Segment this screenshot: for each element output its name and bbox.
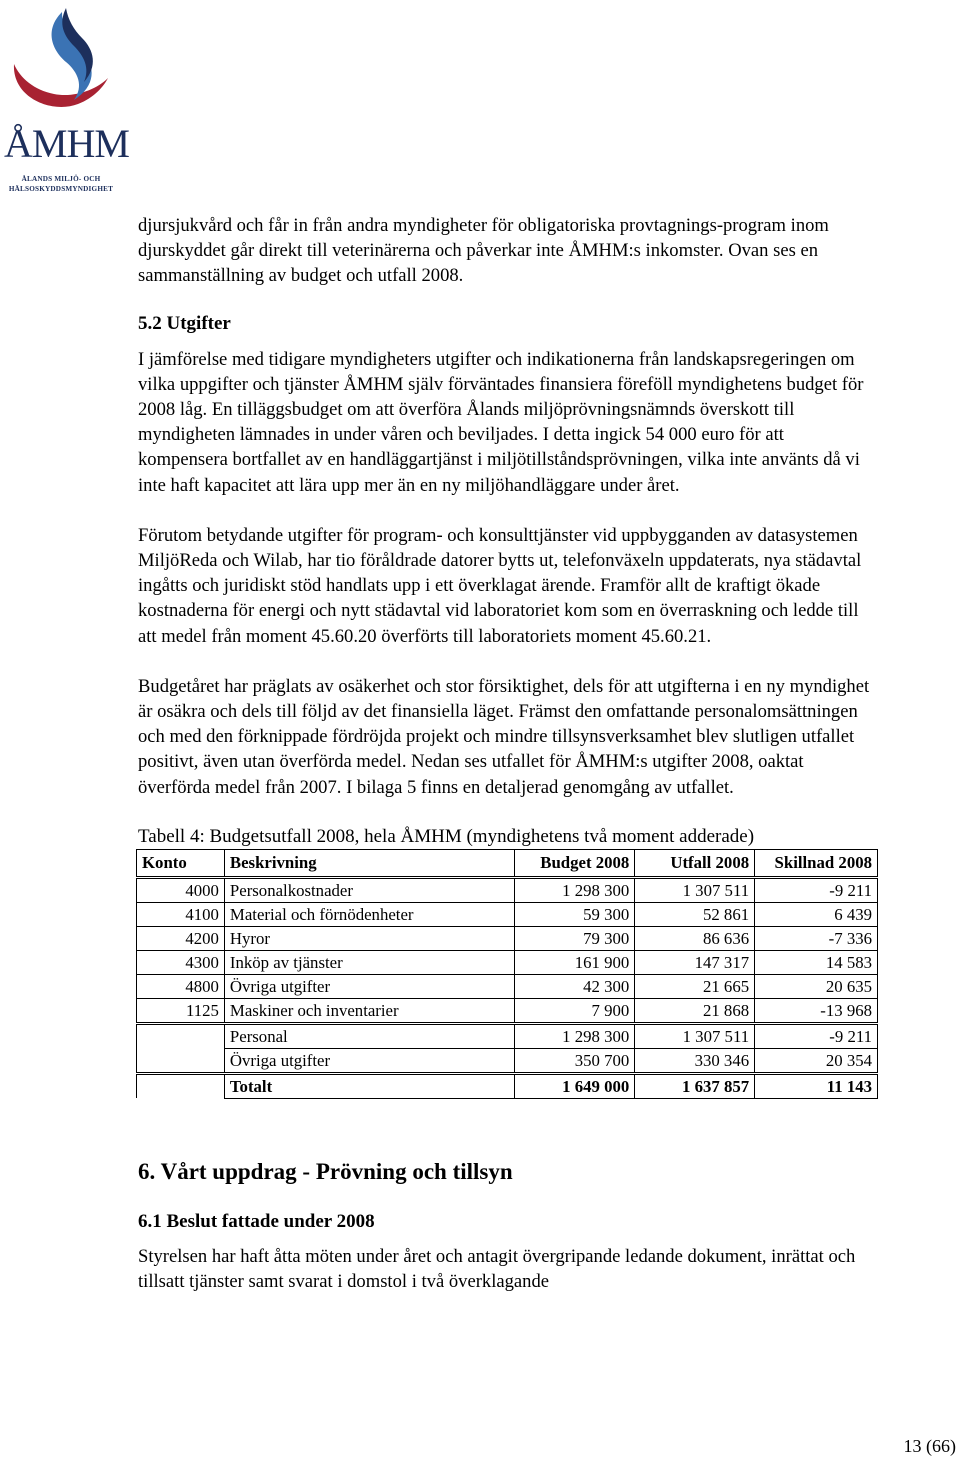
summary-row (137, 1048, 878, 1073)
logo-subtitle-line2: HÄLSOSKYDDSMYNDIGHET (8, 185, 114, 193)
cell-budget: 1 298 300 (515, 1023, 635, 1048)
cell-empty (137, 1023, 225, 1048)
section-6-1-heading: 6.1 Beslut fattade under 2008 (138, 1210, 375, 1232)
summary-row (137, 1023, 878, 1048)
cell-beskrivning: Material och förnödenheter (224, 902, 515, 926)
cell-total-utfall: 1 637 857 (635, 1073, 755, 1098)
header-konto: Konto (137, 849, 225, 877)
cell-budget: 42 300 (515, 974, 635, 998)
cell-budget: 350 700 (515, 1048, 635, 1073)
cell-konto: 4000 (137, 877, 225, 902)
cell-konto: 4100 (137, 902, 225, 926)
logo-subtitle-line1: ÅLANDS MILJÖ- OCH (21, 175, 101, 183)
table-caption: Tabell 4: Budgetsutfall 2008, hela ÅMHM (myndighetens två moment adderade) (138, 825, 755, 847)
cell-konto: 4800 (137, 974, 225, 998)
amhm-logo (4, 6, 129, 196)
section-5-2-paragraph-1: I jämförelse med tidigare myndigheters utgifter och indikationerna från landskapsregeringen om vilka uppgifter och tjänster ÅMHM själv förväntades finansiera föreföll myndighetens budget för 2008 låg. En tilläggsbudget om att överföra Ålands miljöprövningsnämnds överskott till myndigheten lämnades in under våren och beviljades. I detta ingick 54 000 euro för att kompensera bortfallet av en handläggartjänst i miljötillståndsprövningen, vilka inte använts då vi inte haft kapacitet att lära upp mer än en ny miljöhandläggare under året. (138, 348, 864, 496)
cell-utfall: 1 307 511 (635, 1023, 755, 1048)
header-beskrivning: Beskrivning (224, 849, 515, 877)
cell-beskrivning: Maskiner och inventarier (224, 998, 515, 1023)
cell-budget: 79 300 (515, 926, 635, 950)
cell-utfall: 147 317 (635, 950, 755, 974)
table-row (137, 902, 878, 926)
cell-utfall: 330 346 (635, 1048, 755, 1073)
cell-skillnad: 6 439 (755, 902, 878, 926)
cell-total-skillnad: 11 143 (755, 1073, 878, 1098)
header-skillnad: Skillnad 2008 (755, 849, 878, 877)
cell-utfall: 21 665 (635, 974, 755, 998)
page-number: 13 (66) (903, 1436, 956, 1456)
cell-konto: 4200 (137, 926, 225, 950)
cell-utfall: 86 636 (635, 926, 755, 950)
cell-budget: 161 900 (515, 950, 635, 974)
section-6-1-paragraph: Styrelsen har haft åtta möten under året och antagit övergripande ledande dokument, inrättat och tillsatt tjänster samt svarat i domstol i två överklagande (138, 1245, 856, 1293)
cell-skillnad: 14 583 (755, 950, 878, 974)
cell-skillnad: -9 211 (755, 877, 878, 902)
cell-beskrivning: Hyror (224, 926, 515, 950)
cell-empty (137, 1073, 225, 1098)
logo-name: ÅMHM (4, 121, 129, 166)
section-5-2-paragraph-3: Budgetåret har präglats av osäkerhet och stor försiktighet, dels för att utgifterna i en ny myndighet är osäkra och dels till följd av det finansiella läget. Främst den omfattande personalomsättningen och med den förknippade fördröjda projekt och mindre tillsynsverksamhet blev slutligen utfallet positivt, även utan överförda medel. Nedan ses utfallet för ÅMHM:s utgifter 2008, oaktat överförda medel från 2007. I bilaga 5 finns en detaljerad genomgång av utfallet. (138, 675, 870, 798)
section-6-heading: 6. Vårt uppdrag - Prövning och tillsyn (138, 1158, 513, 1184)
cell-budget: 59 300 (515, 902, 635, 926)
cell-skillnad: -13 968 (755, 998, 878, 1023)
section-5-2-heading: 5.2 Utgifter (138, 312, 231, 334)
table-header-row (137, 849, 878, 877)
cell-beskrivning: Övriga utgifter (224, 1048, 515, 1073)
table-row (137, 950, 878, 974)
cell-beskrivning: Personal (224, 1023, 515, 1048)
logo-red-swoosh (14, 64, 108, 107)
cell-total-budget: 1 649 000 (515, 1073, 635, 1098)
cell-skillnad: -7 336 (755, 926, 878, 950)
cell-budget: 1 298 300 (515, 877, 635, 902)
cell-total-label: Totalt (224, 1073, 515, 1098)
cell-budget: 7 900 (515, 998, 635, 1023)
intro-paragraph: djursjukvård och får in från andra myndigheter för obligatoriska provtagnings-program inom djurskyddet går direkt till veterinärerna och påverkar inte ÅMHM:s inkomster. Ovan ses en sammanställning av budget och utfall 2008. (138, 215, 829, 287)
table-row (137, 998, 878, 1023)
section-5-2-paragraph-2: Förutom betydande utgifter för program- och konsulttjänster vid uppbygganden av datasystemen MiljöReda och Wilab, har tio föråldrade datorer bytts ut, telefonväxeln uppdaterats, nya städavtal ingåtts och juridiskt stöd handlats upp i ett överklagat ärende. Framför allt de kraftigt ökade kostnaderna för energi och nytt städavtal vid laboratoriet kom som en överraskning och ledde till att medel från moment 45.60.20 överförts till laboratoriets moment 45.60.21. (138, 524, 862, 647)
cell-beskrivning: Personalkostnader (224, 877, 515, 902)
cell-konto: 1125 (137, 998, 225, 1023)
cell-utfall: 52 861 (635, 902, 755, 926)
cell-beskrivning: Övriga utgifter (224, 974, 515, 998)
cell-skillnad: -9 211 (755, 1023, 878, 1048)
table-row (137, 974, 878, 998)
page-content (138, 213, 878, 1294)
header-budget: Budget 2008 (515, 849, 635, 877)
budget-table (136, 849, 878, 1099)
cell-utfall: 1 307 511 (635, 877, 755, 902)
cell-utfall: 21 868 (635, 998, 755, 1023)
table-row (137, 877, 878, 902)
cell-konto: 4300 (137, 950, 225, 974)
cell-empty (137, 1048, 225, 1073)
header-utfall: Utfall 2008 (635, 849, 755, 877)
total-row (137, 1073, 878, 1098)
logo-emblem (4, 6, 118, 126)
cell-skillnad: 20 354 (755, 1048, 878, 1073)
table-row (137, 926, 878, 950)
cell-beskrivning: Inköp av tjänster (224, 950, 515, 974)
cell-skillnad: 20 635 (755, 974, 878, 998)
